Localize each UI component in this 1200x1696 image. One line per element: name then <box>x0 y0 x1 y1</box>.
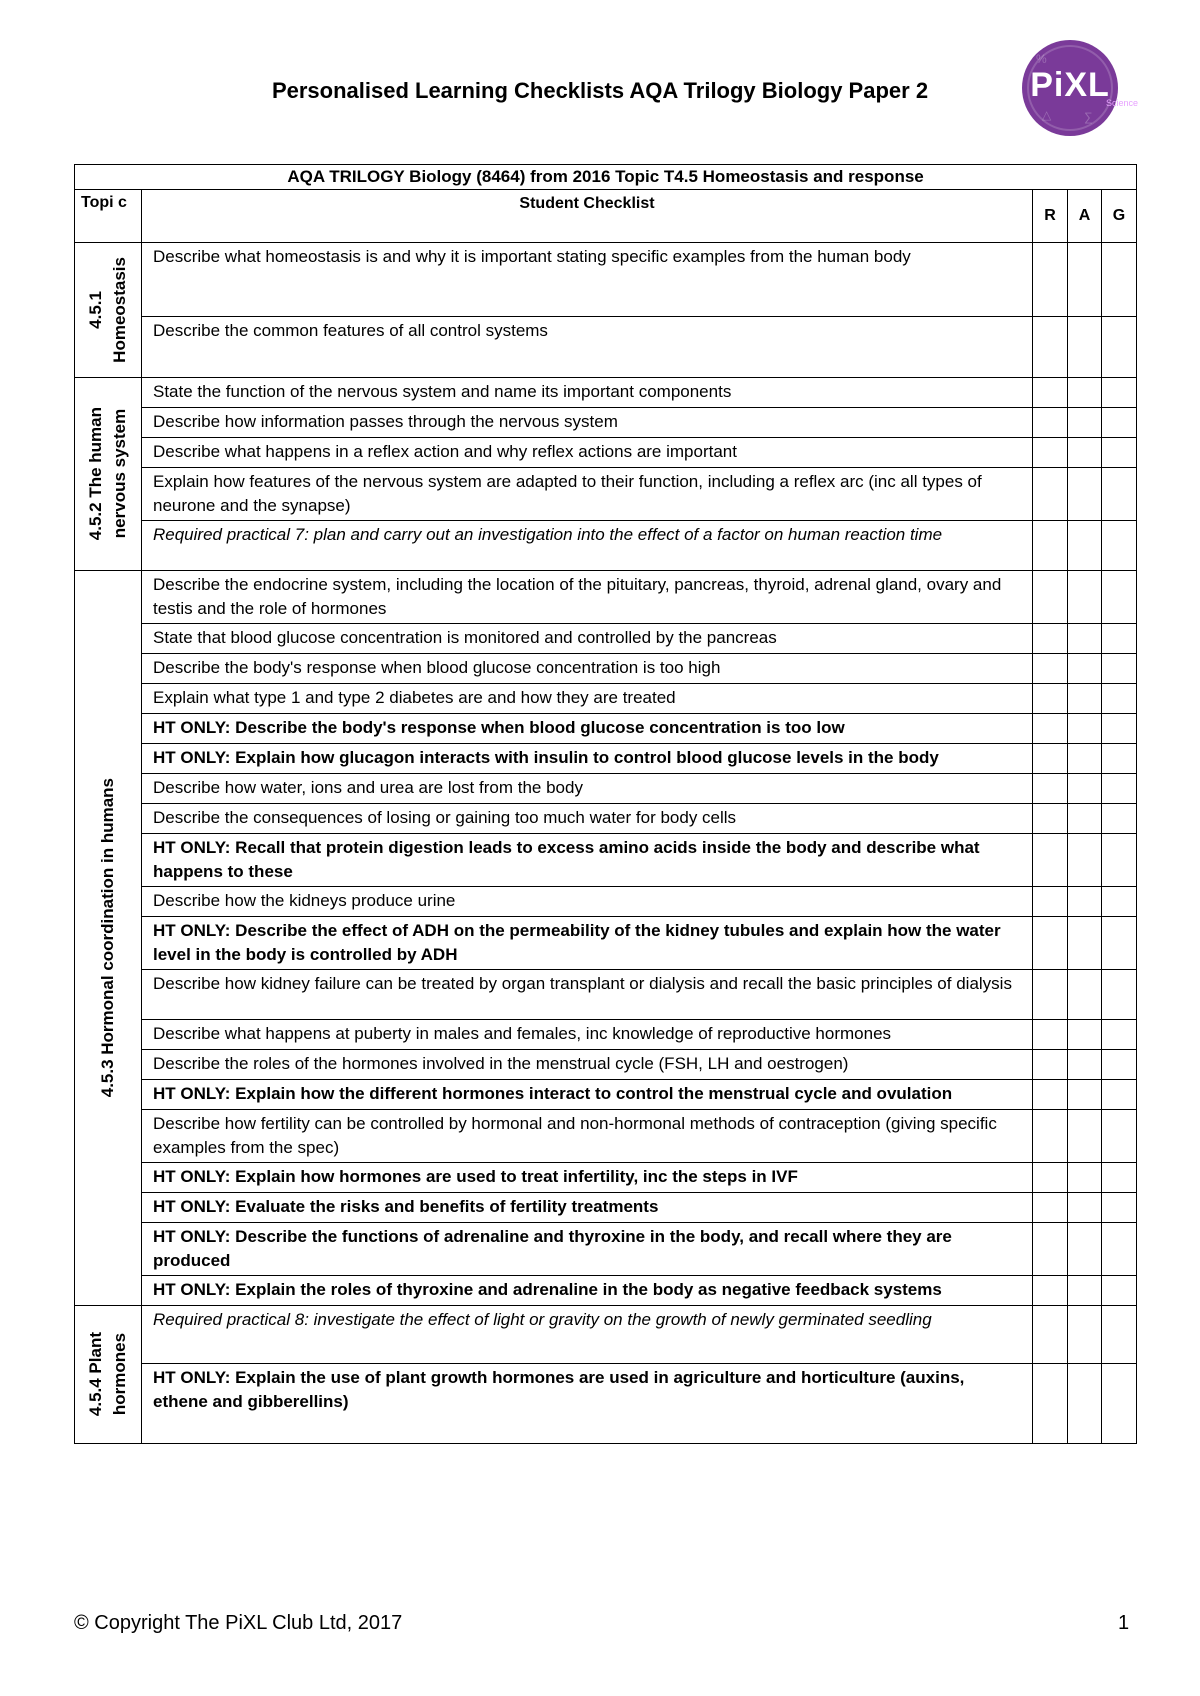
column-header-g: G <box>1102 190 1137 243</box>
table-row <box>75 1020 1137 1050</box>
rag-g-cell[interactable] <box>1102 317 1137 378</box>
page-title: Personalised Learning Checklists AQA Trilogy Biology Paper 2 <box>271 78 929 103</box>
rag-r-cell[interactable] <box>1033 917 1068 970</box>
table-row <box>75 1364 1137 1444</box>
rag-a-cell[interactable] <box>1068 1364 1102 1444</box>
rag-a-cell[interactable] <box>1068 243 1102 317</box>
checklist-item: Describe the consequences of losing or gaining too much water for body cells <box>142 804 1033 834</box>
table-heading: AQA TRILOGY Biology (8464) from 2016 Topic T4.5 Homeostasis and response <box>75 165 1137 190</box>
rag-r-cell[interactable] <box>1033 1276 1068 1306</box>
checklist-item: State the function of the nervous system and name its important components <box>142 378 1033 408</box>
table-row <box>75 1193 1137 1223</box>
table-row <box>75 774 1137 804</box>
checklist-item: HT ONLY: Describe the effect of ADH on the permeability of the kidney tubules and explain how the water level in the body is controlled by ADH <box>142 917 1033 970</box>
topic-label: 4.5.4 Plant <box>86 1332 105 1417</box>
rag-g-cell[interactable] <box>1102 654 1137 684</box>
rag-r-cell[interactable] <box>1033 654 1068 684</box>
rag-g-cell[interactable] <box>1102 1306 1137 1364</box>
rag-g-cell[interactable] <box>1102 834 1137 887</box>
rag-a-cell[interactable] <box>1068 378 1102 408</box>
rag-a-cell[interactable] <box>1068 521 1102 571</box>
table-row <box>75 917 1137 970</box>
rag-a-cell[interactable] <box>1068 887 1102 917</box>
rag-r-cell[interactable] <box>1033 804 1068 834</box>
rag-g-cell[interactable] <box>1102 1050 1137 1080</box>
rag-g-cell[interactable] <box>1102 1020 1137 1050</box>
table-row <box>75 468 1137 521</box>
rag-a-cell[interactable] <box>1068 408 1102 438</box>
topic-label: 4.5.1 <box>86 291 105 329</box>
rag-g-cell[interactable] <box>1102 917 1137 970</box>
rag-r-cell[interactable] <box>1033 1050 1068 1080</box>
copyright-text: © Copyright The PiXL Club Ltd, 2017 <box>74 1612 403 1634</box>
rag-a-cell[interactable] <box>1068 1110 1102 1163</box>
rag-r-cell[interactable] <box>1033 1223 1068 1276</box>
topic-label: nervous system <box>110 409 129 539</box>
table-row <box>75 714 1137 744</box>
logo-deco-icon: △ <box>1042 108 1052 122</box>
checklist-item: HT ONLY: Describe the functions of adrenaline and thyroxine in the body, and recall where they are produced <box>142 1223 1033 1276</box>
rag-r-cell[interactable] <box>1033 834 1068 887</box>
checklist-item: Explain what type 1 and type 2 diabetes are and how they are treated <box>142 684 1033 714</box>
table-row <box>75 744 1137 774</box>
topic-label: 4.5.3 Hormonal coordination in humans <box>98 778 117 1098</box>
checklist-item: Describe what happens in a reflex action and why reflex actions are important <box>142 438 1033 468</box>
logo-deco-icon: % <box>1036 52 1047 66</box>
rag-a-cell[interactable] <box>1068 917 1102 970</box>
checklist-item: Describe how kidney failure can be treated by organ transplant or dialysis and recall the basic principles of dialysis <box>142 970 1033 1020</box>
rag-g-cell[interactable] <box>1102 408 1137 438</box>
logo-subtext: Science <box>1106 98 1139 108</box>
table-row <box>75 684 1137 714</box>
checklist-item: Describe what homeostasis is and why it is important stating specific examples from the human body <box>142 243 1033 317</box>
table-row <box>75 654 1137 684</box>
rag-a-cell[interactable] <box>1068 1163 1102 1193</box>
rag-a-cell[interactable] <box>1068 774 1102 804</box>
rag-g-cell[interactable] <box>1102 468 1137 521</box>
rag-r-cell[interactable] <box>1033 408 1068 438</box>
checklist-item: Describe how fertility can be controlled by hormonal and non-hormonal methods of contraception (giving specific examples from the spec) <box>142 1110 1033 1163</box>
rag-r-cell[interactable] <box>1033 1110 1068 1163</box>
rag-a-cell[interactable] <box>1068 1223 1102 1276</box>
rag-g-cell[interactable] <box>1102 243 1137 317</box>
rag-a-cell[interactable] <box>1068 1193 1102 1223</box>
rag-g-cell[interactable] <box>1102 887 1137 917</box>
table-row <box>75 243 1137 317</box>
rag-a-cell[interactable] <box>1068 1306 1102 1364</box>
table-row <box>75 1080 1137 1110</box>
checklist-item: Required practical 7: plan and carry out an investigation into the effect of a factor on human reaction time <box>142 521 1033 571</box>
checklist-item: Describe how the kidneys produce urine <box>142 887 1033 917</box>
rag-r-cell[interactable] <box>1033 774 1068 804</box>
column-header-r: R <box>1033 190 1068 243</box>
topic-label: Homeostasis <box>110 257 129 363</box>
rag-r-cell[interactable] <box>1033 887 1068 917</box>
checklist-table <box>74 164 1137 1444</box>
checklist-item: HT ONLY: Describe the body's response when blood glucose concentration is too low <box>142 714 1033 744</box>
rag-g-cell[interactable] <box>1102 624 1137 654</box>
table-row <box>75 317 1137 378</box>
table-row <box>75 804 1137 834</box>
rag-r-cell[interactable] <box>1033 1163 1068 1193</box>
checklist-item: Describe what happens at puberty in males and females, inc knowledge of reproductive hormones <box>142 1020 1033 1050</box>
table-row <box>75 624 1137 654</box>
checklist-item: HT ONLY: Evaluate the risks and benefits of fertility treatments <box>142 1193 1033 1223</box>
rag-g-cell[interactable] <box>1102 1223 1137 1276</box>
topic-label: 4.5.2 The human <box>86 407 105 541</box>
rag-a-cell[interactable] <box>1068 438 1102 468</box>
table-row <box>75 438 1137 468</box>
rag-g-cell[interactable] <box>1102 1080 1137 1110</box>
checklist-item: HT ONLY: Explain the roles of thyroxine and adrenaline in the body as negative feedback systems <box>142 1276 1033 1306</box>
column-header-checklist: Student Checklist <box>142 190 1033 243</box>
checklist-item: Describe the endocrine system, including the location of the pituitary, pancreas, thyroid, adrenal gland, ovary and testis and the role of hormones <box>142 571 1033 624</box>
rag-g-cell[interactable] <box>1102 714 1137 744</box>
table-row <box>75 408 1137 438</box>
rag-g-cell[interactable] <box>1102 1163 1137 1193</box>
logo-deco-icon: ∑ <box>1084 110 1093 124</box>
table-row <box>75 571 1137 624</box>
checklist-item: Describe how information passes through the nervous system <box>142 408 1033 438</box>
rag-g-cell[interactable] <box>1102 804 1137 834</box>
table-row <box>75 887 1137 917</box>
rag-a-cell[interactable] <box>1068 714 1102 744</box>
rag-r-cell[interactable] <box>1033 378 1068 408</box>
table-row <box>75 1306 1137 1364</box>
rag-r-cell[interactable] <box>1033 624 1068 654</box>
checklist-item: Required practical 8: investigate the effect of light or gravity on the growth of newly germinated seedling <box>142 1306 1033 1364</box>
column-header-a: A <box>1068 190 1102 243</box>
table-row <box>75 834 1137 887</box>
table-row <box>75 1110 1137 1163</box>
rag-r-cell[interactable] <box>1033 744 1068 774</box>
rag-a-cell[interactable] <box>1068 624 1102 654</box>
topic-cell-hormonal-coordination <box>75 571 142 1306</box>
table-row <box>75 1050 1137 1080</box>
rag-g-cell[interactable] <box>1102 1110 1137 1163</box>
rag-g-cell[interactable] <box>1102 521 1137 571</box>
rag-a-cell[interactable] <box>1068 1080 1102 1110</box>
rag-a-cell[interactable] <box>1068 317 1102 378</box>
topic-cell-nervous-system <box>75 378 142 571</box>
rag-g-cell[interactable] <box>1102 684 1137 714</box>
rag-g-cell[interactable] <box>1102 1193 1137 1223</box>
rag-g-cell[interactable] <box>1102 1364 1137 1444</box>
rag-r-cell[interactable] <box>1033 1020 1068 1050</box>
checklist-item: HT ONLY: Recall that protein digestion leads to excess amino acids inside the body and describe what happens to these <box>142 834 1033 887</box>
checklist-item: HT ONLY: Explain how hormones are used to treat infertility, inc the steps in IVF <box>142 1163 1033 1193</box>
table-row <box>75 521 1137 571</box>
table-row <box>75 1223 1137 1276</box>
checklist-item: Describe the body's response when blood glucose concentration is too high <box>142 654 1033 684</box>
table-row <box>75 970 1137 1020</box>
rag-g-cell[interactable] <box>1102 378 1137 408</box>
rag-a-cell[interactable] <box>1068 1020 1102 1050</box>
table-row <box>75 1276 1137 1306</box>
rag-a-cell[interactable] <box>1068 571 1102 624</box>
rag-a-cell[interactable] <box>1068 744 1102 774</box>
checklist-item: HT ONLY: Explain how the different hormones interact to control the menstrual cycle and ovulation <box>142 1080 1033 1110</box>
checklist-item: Describe how water, ions and urea are lost from the body <box>142 774 1033 804</box>
column-header-topic: Topi c <box>75 190 142 243</box>
checklist-item: HT ONLY: Explain how glucagon interacts with insulin to control blood glucose levels in the body <box>142 744 1033 774</box>
rag-r-cell[interactable] <box>1033 1306 1068 1364</box>
rag-r-cell[interactable] <box>1033 684 1068 714</box>
checklist-item: State that blood glucose concentration is monitored and controlled by the pancreas <box>142 624 1033 654</box>
rag-g-cell[interactable] <box>1102 571 1137 624</box>
rag-a-cell[interactable] <box>1068 970 1102 1020</box>
rag-g-cell[interactable] <box>1102 438 1137 468</box>
topic-cell-homeostasis <box>75 243 142 378</box>
rag-r-cell[interactable] <box>1033 1364 1068 1444</box>
rag-a-cell[interactable] <box>1068 834 1102 887</box>
topic-cell-plant-hormones <box>75 1306 142 1444</box>
rag-r-cell[interactable] <box>1033 243 1068 317</box>
rag-r-cell[interactable] <box>1033 468 1068 521</box>
topic-label: hormones <box>110 1333 129 1416</box>
rag-r-cell[interactable] <box>1033 970 1068 1020</box>
checklist-item: Explain how features of the nervous system are adapted to their function, including a reflex arc (inc all types of neurone and the synapse) <box>142 468 1033 521</box>
rag-r-cell[interactable] <box>1033 714 1068 744</box>
checklist-item: Describe the roles of the hormones involved in the menstrual cycle (FSH, LH and oestrogen) <box>142 1050 1033 1080</box>
rag-r-cell[interactable] <box>1033 571 1068 624</box>
rag-a-cell[interactable] <box>1068 468 1102 521</box>
rag-a-cell[interactable] <box>1068 654 1102 684</box>
rag-r-cell[interactable] <box>1033 1193 1068 1223</box>
rag-g-cell[interactable] <box>1102 744 1137 774</box>
rag-a-cell[interactable] <box>1068 684 1102 714</box>
table-row <box>75 378 1137 408</box>
logo-text: PiXL <box>1030 66 1110 104</box>
checklist-item: HT ONLY: Explain the use of plant growth hormones are used in agriculture and horticulture (auxins, ethene and gibberellins) <box>142 1364 1033 1444</box>
rag-a-cell[interactable] <box>1068 1276 1102 1306</box>
rag-r-cell[interactable] <box>1033 317 1068 378</box>
table-row <box>75 1163 1137 1193</box>
rag-g-cell[interactable] <box>1102 774 1137 804</box>
rag-g-cell[interactable] <box>1102 1276 1137 1306</box>
rag-a-cell[interactable] <box>1068 804 1102 834</box>
rag-a-cell[interactable] <box>1068 1050 1102 1080</box>
page-number: 1 <box>1118 1612 1130 1634</box>
rag-r-cell[interactable] <box>1033 521 1068 571</box>
pixl-logo <box>1022 40 1139 136</box>
checklist-item: Describe the common features of all control systems <box>142 317 1033 378</box>
rag-r-cell[interactable] <box>1033 1080 1068 1110</box>
rag-r-cell[interactable] <box>1033 438 1068 468</box>
rag-g-cell[interactable] <box>1102 970 1137 1020</box>
